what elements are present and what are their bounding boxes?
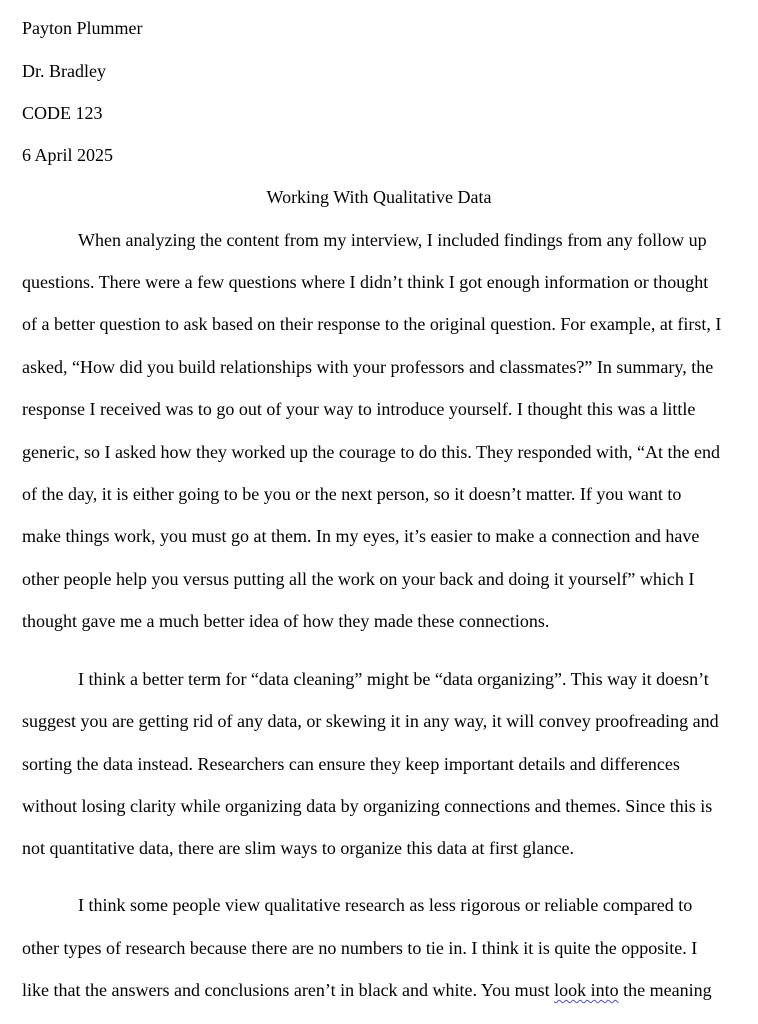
paragraph-text: the meaning [618,980,712,1000]
course-code: CODE 123 [22,103,103,123]
paragraph-line: of the day, it is either going to be you or the next person, so it doesn’t matter. If you want to [22,484,682,504]
paragraph-line: When analyzing the content from my interview, I included findings from any follow up [78,230,707,250]
paragraph-line: generic, so I asked how they worked up the courage to do this. They responded with, “At the end [22,442,720,462]
grammar-flag[interactable]: look into [554,980,619,1000]
paragraph-text: like that the answers and conclusions aren’t in black and white. You must [22,980,555,1000]
paragraph-line: sorting the data instead. Researchers can ensure they keep important details and differences [22,754,680,774]
paragraph-line: without losing clarity while organizing data by organizing connections and themes. Since this is [22,796,713,816]
document-title: Working With Qualitative Data [266,187,492,207]
paragraph-line: other people help you versus putting all the work on your back and doing it yourself” which I [22,569,695,589]
date: 6 April 2025 [22,145,114,165]
paragraph-line [22,980,712,1000]
paragraph-line: thought gave me a much better idea of how they made these connections. [22,611,550,631]
paragraph-line: asked, “How did you build relationships with your professors and classmates?” In summary, the [22,357,714,377]
paragraph-line: I think some people view qualitative research as less rigorous or reliable compared to [78,895,693,915]
paragraph-line: other types of research because there are no numbers to tie in. I think it is quite the opposite. I [22,938,698,958]
paragraph-line: suggest you are getting rid of any data, or skewing it in any way, it will convey proofreading and [22,711,719,731]
paragraph-line: not quantitative data, there are slim ways to organize this data at first glance. [22,838,574,858]
paragraph-line: questions. There were a few questions where I didn’t think I got enough information or thought [22,272,709,292]
paragraph-line: I think a better term for “data cleaning” might be “data organizing”. This way it doesn’t [78,669,709,689]
instructor-name: Dr. Bradley [22,61,106,81]
paragraph-line: response I received was to go out of your way to introduce yourself. I thought this was a little [22,399,696,419]
paragraph-line: make things work, you must go at them. In my eyes, it’s easier to make a connection and have [22,526,700,546]
student-name: Payton Plummer [22,18,143,38]
paragraph-line: of a better question to ask based on their response to the original question. For example, at first, I [22,314,722,334]
